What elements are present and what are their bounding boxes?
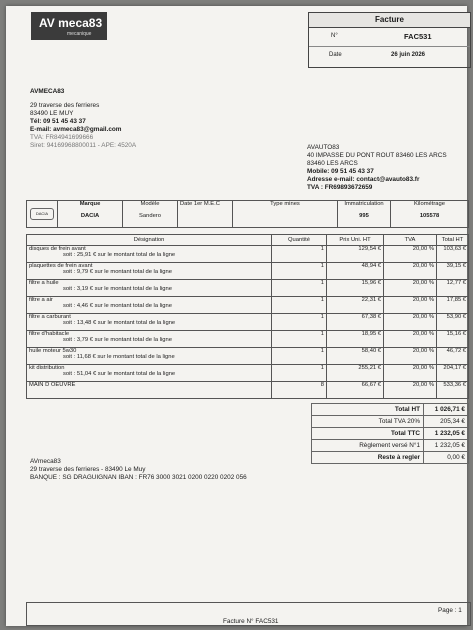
total-value: 1 232,05 €: [424, 428, 469, 440]
dacia-logo-icon: DACIA: [30, 208, 54, 220]
totals-row: [312, 404, 469, 416]
invoice-number-label: N°: [331, 33, 338, 39]
brand-logo: [31, 12, 107, 40]
invoice-date: 26 juin 2026: [391, 52, 426, 58]
item-name: disques de frein avant: [29, 246, 86, 252]
item-total: 46,72 €: [437, 348, 469, 365]
item-qty: 1: [272, 280, 327, 297]
vehicle-plate-cell: [338, 201, 391, 228]
vehicle-make-label: Marque: [79, 201, 101, 207]
item-designation: [27, 365, 272, 382]
item-designation: [27, 382, 272, 399]
item-price: 18,95 €: [327, 331, 384, 348]
item-price: 15,96 €: [327, 280, 384, 297]
footer-page: Page : 1: [438, 607, 462, 614]
item-name: filtre a huile: [29, 280, 59, 286]
table-row: [27, 365, 469, 382]
item-designation: [27, 314, 272, 331]
item-designation: [27, 246, 272, 263]
item-price: 58,40 €: [327, 348, 384, 365]
item-name: MAIN D OEUVRE: [29, 382, 76, 388]
item-tva: 20,00 %: [384, 331, 437, 348]
seller-name: AVMECA83: [30, 88, 65, 95]
item-tva: 20,00 %: [384, 263, 437, 280]
item-note: soit : 4,46 € sur le montant total de la ligne: [63, 303, 172, 309]
total-label: Règlement versé N°1: [312, 440, 424, 452]
item-name: plaquettes de frein avant: [29, 263, 93, 269]
item-tva: 20,00 %: [384, 314, 437, 331]
item-designation: [27, 297, 272, 314]
item-note: soit : 11,68 € sur le montant total de la ligne: [63, 354, 175, 360]
vehicle-logo-cell: [27, 201, 58, 228]
vehicle-mec-cell: [178, 201, 233, 228]
invoice-number-row: [309, 28, 470, 47]
item-total: 17,85 €: [437, 297, 469, 314]
total-label: Total HT: [312, 404, 424, 416]
item-price: 66,67 €: [327, 382, 384, 399]
page-footer: [26, 602, 471, 626]
vehicle-km-cell: [391, 201, 469, 228]
item-tva: 20,00 %: [384, 365, 437, 382]
table-row: [27, 331, 469, 348]
totals-row: [312, 416, 469, 428]
item-price: 22,31 €: [327, 297, 384, 314]
vehicle-plate: 995: [359, 213, 369, 219]
items-body: [27, 246, 469, 399]
bank-iban: BANQUE : SG DRAGUIGNAN IBAN : FR76 3000 3021 0200 0220 0202 056: [30, 474, 247, 481]
item-tva: 20,00 %: [384, 348, 437, 365]
item-qty: 1: [272, 246, 327, 263]
seller-address-2: 83490 LE MUY: [30, 110, 74, 117]
total-value: 1 232,05 €: [424, 440, 469, 452]
table-row: [27, 280, 469, 297]
item-designation: [27, 348, 272, 365]
seller-email: E-mail: avmeca83@gmail.com: [30, 126, 122, 133]
item-name: filtre a air: [29, 297, 53, 303]
totals-row: [312, 440, 469, 452]
client-email: Adresse e-mail: contact@avauto83.fr: [307, 176, 420, 183]
table-row: [27, 314, 469, 331]
item-designation: [27, 331, 272, 348]
vehicle-make-cell: [58, 201, 123, 228]
table-row: [27, 263, 469, 280]
bank-block: [30, 458, 247, 482]
col-tva: TVA: [384, 235, 437, 246]
item-name: huile moteur 5w30: [29, 348, 77, 354]
seller-siret: Siret: 94169968800011 - APE: 4520A: [30, 142, 137, 149]
vehicle-type-cell: [233, 201, 338, 228]
item-note: soit : 13,48 € sur le montant total de la ligne: [63, 320, 176, 326]
item-price: 129,54 €: [327, 246, 384, 263]
item-total: 53,90 €: [437, 314, 469, 331]
col-designation: Désignation: [27, 235, 272, 246]
client-block: [307, 144, 447, 192]
client-tva: TVA : FR69893672659: [307, 184, 373, 191]
item-total: 103,63 €: [437, 246, 469, 263]
item-qty: 1: [272, 297, 327, 314]
item-total: 204,17 €: [437, 365, 469, 382]
totals-row: [312, 428, 469, 440]
vehicle-model-cell: [123, 201, 178, 228]
col-total: Total HT: [437, 235, 469, 246]
item-note: soit : 51,04 € sur le montant total de la ligne: [63, 371, 176, 377]
seller-block: [30, 88, 136, 150]
item-name: filtre a carburant: [29, 314, 71, 320]
client-name: AVAUTO83: [307, 144, 340, 151]
item-name: filtre d'habitacle: [29, 331, 70, 337]
seller-tel: Tél: 09 51 45 43 37: [30, 118, 86, 125]
item-price: 255,21 €: [327, 365, 384, 382]
item-note: soit : 9,79 € sur le montant total de la ligne: [63, 269, 172, 275]
total-label: Total TVA 20%: [312, 416, 424, 428]
item-designation: [27, 280, 272, 297]
vehicle-plate-label: Immatriculation: [344, 201, 384, 207]
item-tva: 20,00 %: [384, 297, 437, 314]
items-table: [26, 234, 469, 399]
vehicle-model: Sandero: [139, 213, 161, 219]
col-quantity: Quantité: [272, 235, 327, 246]
item-price: 48,94 €: [327, 263, 384, 280]
item-total: 533,36 €: [437, 382, 469, 399]
table-row: [27, 348, 469, 365]
footer-invoice: Facture N° FAC531: [223, 618, 279, 625]
vehicle-make: DACIA: [80, 213, 100, 219]
item-total: 15,16 €: [437, 331, 469, 348]
vehicle-km: 105578: [419, 213, 440, 219]
bank-company: AVmeca83: [30, 458, 61, 465]
totals-table: [311, 403, 469, 464]
invoice-title: Facture: [309, 13, 470, 28]
item-qty: 8: [272, 382, 327, 399]
client-address-1: 40 IMPASSE DU PONT ROUT 83460 LES ARCS: [307, 152, 447, 159]
item-qty: 1: [272, 348, 327, 365]
item-note: soit : 3,19 € sur le montant total de la ligne: [63, 286, 172, 292]
invoice-table: [26, 200, 469, 228]
vehicle-km-label: Kilométrage: [414, 201, 445, 207]
vehicle-mec-label: Date 1er M.E.C: [180, 201, 220, 207]
bank-address: 29 traverse des ferrieres - 83490 Le Muy: [30, 466, 146, 473]
invoice-date-row: [309, 47, 470, 65]
item-tva: 20,00 %: [384, 246, 437, 263]
item-note: soit : 25,91 € sur le montant total de la ligne: [63, 252, 176, 258]
vehicle-row: [27, 201, 469, 228]
item-designation: [27, 263, 272, 280]
item-tva: 20,00 %: [384, 382, 437, 399]
table-row: [27, 297, 469, 314]
seller-address-1: 29 traverse des ferrieres: [30, 102, 100, 109]
invoice-sheet: [6, 6, 467, 626]
item-name: kit distribution: [29, 365, 65, 371]
seller-tva: TVA: FR84941699666: [30, 134, 94, 141]
item-tva: 20,00 %: [384, 280, 437, 297]
client-mobile: Mobile: 09 51 45 43 37: [307, 168, 374, 175]
brand-tagline: mecanique: [67, 31, 92, 37]
item-total: 39,15 €: [437, 263, 469, 280]
item-qty: 1: [272, 263, 327, 280]
item-total: 12,77 €: [437, 280, 469, 297]
item-qty: 1: [272, 314, 327, 331]
total-value: 205,34 €: [424, 416, 469, 428]
items-header-row: [27, 235, 469, 246]
total-value: 0,00 €: [424, 452, 469, 464]
item-qty: 1: [272, 331, 327, 348]
vehicle-type-label: Type mines: [270, 201, 300, 207]
total-label: Total TTC: [312, 428, 424, 440]
client-address-2: 83460 LES ARCS: [307, 160, 358, 167]
item-note: soit : 3,79 € sur le montant total de la ligne: [63, 337, 172, 343]
totals-row: [312, 452, 469, 464]
item-price: 67,38 €: [327, 314, 384, 331]
invoice-date-label: Date: [329, 52, 342, 58]
table-row: [27, 382, 469, 399]
table-row: [27, 246, 469, 263]
invoice-number: FAC531: [404, 32, 432, 41]
item-qty: 1: [272, 365, 327, 382]
brand-name: AV meca83: [39, 16, 103, 30]
total-label: Reste à regler: [312, 452, 424, 464]
vehicle-model-label: Modèle: [140, 201, 160, 207]
invoice-info-box: [308, 12, 471, 68]
total-value: 1 026,71 €: [424, 404, 469, 416]
col-price: Prix Uni. HT: [327, 235, 384, 246]
